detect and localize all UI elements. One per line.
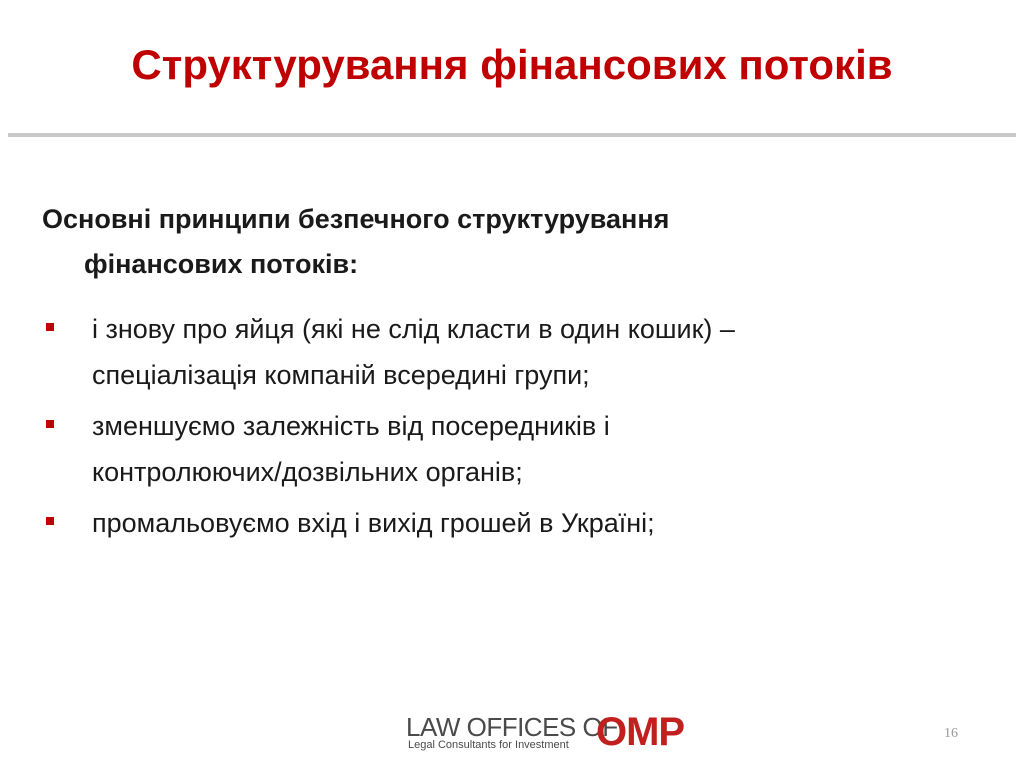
bullet-square-icon [46, 517, 54, 525]
logo-brand: OMP [596, 710, 685, 754]
bullet-item [42, 306, 1002, 398]
page-number: 16 [944, 726, 958, 741]
company-logo [406, 712, 696, 752]
logo-tagline: Legal Consultants for Investment [408, 739, 569, 751]
bullet-square-icon [46, 420, 54, 428]
section-heading-line-1: Основні принципи безпечного структурування [42, 204, 670, 234]
title-divider [8, 133, 1016, 137]
bullet-text-line-2: спеціалізація компаній всередині групи; [92, 360, 590, 390]
logo-text: LAW OFFICES OF [406, 712, 618, 742]
bullet-text-line-1: і знову про яйця (які не слід класти в один кошик) – [92, 314, 735, 344]
bullet-text-line-1: промальовуємо вхід і вихід грошей в Україні; [92, 508, 655, 538]
bullet-square-icon [46, 323, 54, 331]
bullet-text-line-2: контролюючих/дозвільних органів; [92, 457, 523, 487]
bullet-item [42, 403, 1002, 495]
bullet-list [42, 306, 1002, 551]
slide-title: Структурування фінансових потоків [131, 41, 893, 88]
bullet-item [42, 500, 1002, 546]
section-heading [42, 197, 942, 287]
bullet-text-line-1: зменшуємо залежність від посередників і [92, 411, 610, 441]
section-heading-line-2: фінансових потоків: [84, 249, 359, 279]
